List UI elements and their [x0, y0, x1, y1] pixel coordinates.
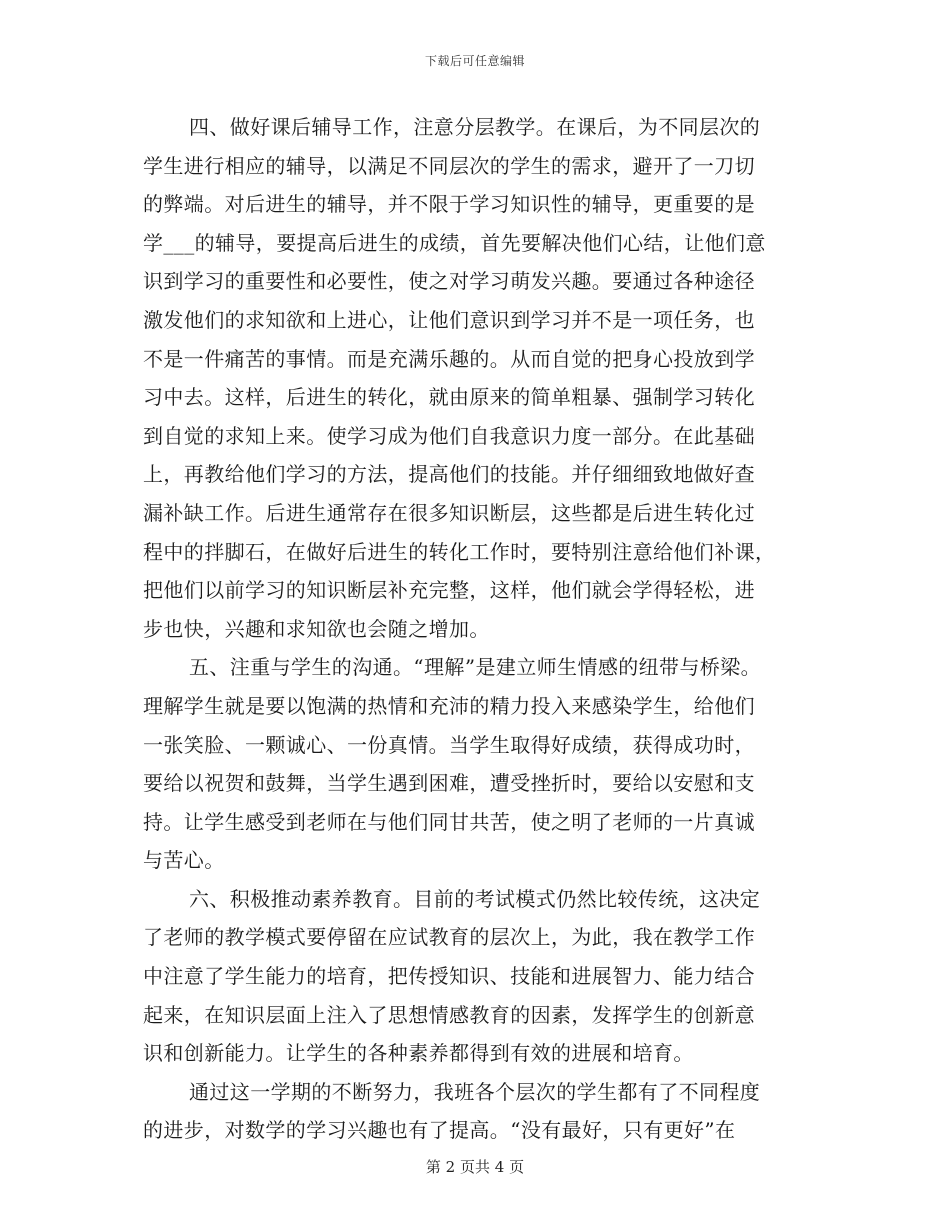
text-line: 把他们以前学习的知识断层补充完整，这样，他们就会学得轻松，进 [143, 578, 755, 603]
text-line: 不是一件痛苦的事情。而是充满乐趣的。从而自觉的把身心投放到学 [143, 346, 755, 371]
text-line: 的弊端。对后进生的辅导，并不限于学习知识性的辅导，更重要的是 [143, 192, 755, 217]
text-line: 识到学习的重要性和必要性，使之对学习萌发兴趣。要通过各种途径 [143, 269, 755, 294]
document-body [143, 108, 813, 1150]
text-line: 学___的辅导，要提高后进生的成绩，首先要解决他们心结，让他们意 [143, 230, 766, 255]
text-line: 的进步，对数学的学习兴趣也有了提高。“没有最好，只有更好”在 [143, 1118, 736, 1143]
text-line: 了老师的教学模式要停留在应试教育的层次上，为此，我在教学工作 [143, 925, 755, 950]
text-line: 要给以祝贺和鼓舞，当学生遇到困难，遭受挫折时，要给以安慰和支 [143, 771, 755, 796]
text-line: 起来，在知识层面上注入了思想情感教育的因素，发挥学生的创新意 [143, 1002, 755, 1027]
text-line: 一张笑脸、一颗诚心、一份真情。当学生取得好成绩，获得成功时， [143, 732, 755, 757]
text-line: 中注意了学生能力的培育，把传授知识、技能和进展智力、能力结合 [143, 964, 755, 989]
text-line: 上，再教给他们学习的方法，提高他们的技能。并仔细细致地做好查 [143, 462, 755, 487]
text-line: 程中的拌脚石，在做好后进生的转化工作时，要特别注意给他们补课， [143, 539, 776, 564]
text-line: 激发他们的求知欲和上进心，让他们意识到学习并不是一项任务，也 [143, 307, 755, 332]
paragraph-first-line: 五、注重与学生的沟通。“理解”是建立师生情感的纽带与桥梁。 [189, 655, 762, 680]
page-number: 第 2 页共 4 页 [425, 1158, 525, 1176]
text-line: 理解学生就是要以饱满的热情和充沛的精力投入来感染学生，给他们 [143, 693, 755, 718]
text-line: 与苦心。 [143, 848, 225, 873]
page-header: 下载后可任意编辑 [424, 54, 525, 68]
text-line: 步也快，兴趣和求知欲也会随之增加。 [143, 616, 490, 641]
paragraph-first-line: 通过这一学期的不断努力，我班各个层次的学生都有了不同程度 [189, 1079, 761, 1104]
paragraph-first-line: 四、做好课后辅导工作，注意分层教学。在课后，为不同层次的 [189, 115, 761, 139]
text-line: 持。让学生感受到老师在与他们同甘共苦，使之明了老师的一片真诚 [143, 809, 755, 834]
text-line: 学生进行相应的辅导，以满足不同层次的学生的需求，避开了一刀切 [143, 153, 755, 178]
text-line: 习中去。这样，后进生的转化，就由原来的简单粗暴、强制学习转化 [143, 385, 755, 410]
text-line: 识和创新能力。让学生的各种素养都得到有效的进展和培育。 [143, 1041, 694, 1066]
text-line: 漏补缺工作。后进生通常存在很多知识断层，这些都是后进生转化过 [143, 500, 755, 525]
paragraph-first-line: 六、积极推动素养教育。目前的考试模式仍然比较传统，这决定 [189, 886, 761, 911]
text-line: 到自觉的求知上来。使学习成为他们自我意识力度一部分。在此基础 [143, 423, 755, 448]
